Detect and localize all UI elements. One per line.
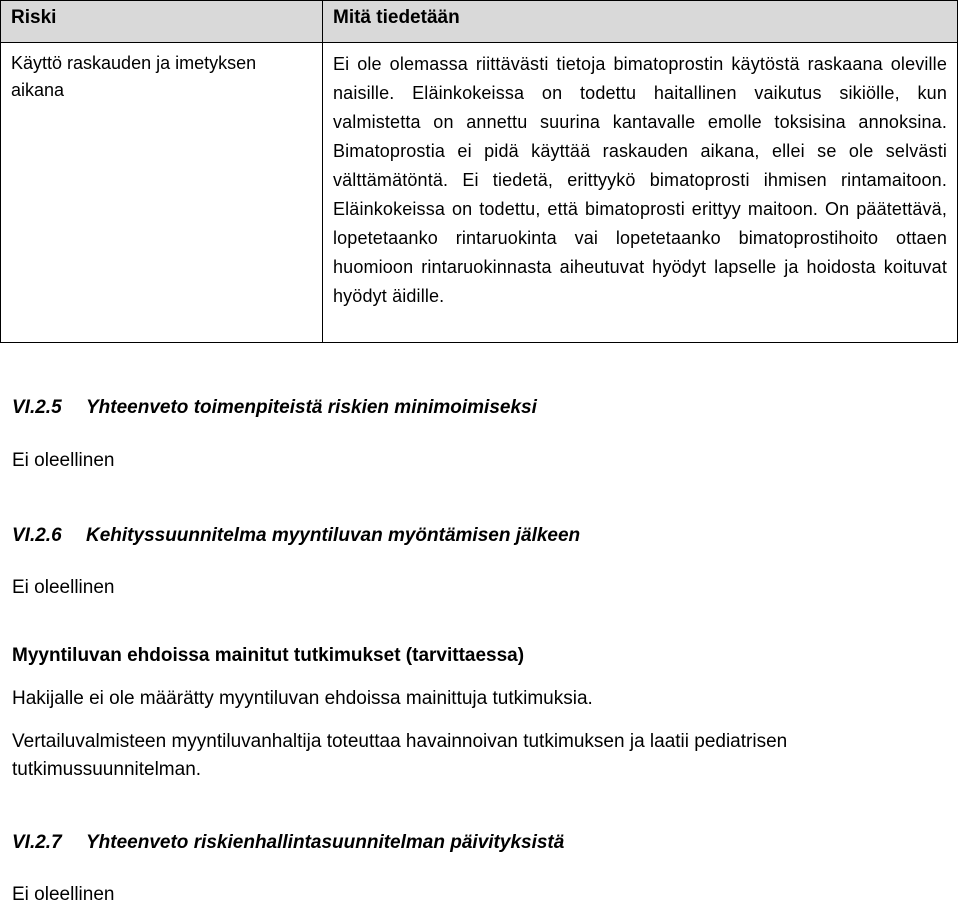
studies-paragraph-2-line-1: Vertailuvalmisteen myyntiluvanhaltija toteuttaa havainnoivan tutkimuksen ja laatii pediatrisen [12, 731, 788, 752]
column-header-risk: Riski [1, 1, 323, 43]
risk-table [0, 0, 958, 343]
table-header-row [1, 1, 958, 43]
section-title: Yhteenveto riskienhallintasuunnitelman päivityksistä [86, 832, 565, 853]
section-title: Yhteenveto toimenpiteistä riskien minimoimiseksi [86, 397, 537, 418]
studies-paragraph-2-line-2: tutkimussuunnitelman. [12, 759, 202, 780]
section-body-vi-2-7: Ei oleellinen [12, 884, 115, 905]
section-heading-vi-2-7 [12, 832, 564, 854]
section-number: VI.2.7 [12, 832, 62, 853]
table-row [1, 43, 958, 343]
section-title: Kehityssuunnitelma myyntiluvan myöntämisen jälkeen [86, 525, 581, 546]
section-number: VI.2.5 [12, 397, 62, 418]
section-number: VI.2.6 [12, 525, 62, 546]
section-body-vi-2-5: Ei oleellinen [12, 450, 115, 471]
section-body-vi-2-6: Ei oleellinen [12, 577, 115, 598]
risk-cell: Käyttö raskauden ja imetyksen aikana [1, 43, 323, 343]
column-header-known: Mitä tiedetään [323, 1, 958, 43]
studies-heading: Myyntiluvan ehdoissa mainitut tutkimukset (tarvittaessa) [12, 645, 525, 666]
known-cell: Ei ole olemassa riittävästi tietoja bimatoprostin käytöstä raskaana oleville naisille. Eläinkokeissa on todettu haitallinen vaikutus sikiölle, kun valmistetta on annettu suurina kantavalle emolle toksisina annoksina. Bimatoprostia ei pidä käyttää raskauden aikana, ellei se ole selvästi välttämätöntä. Ei tiedetä, erittyykö bimatoprosti ihmisen rintamaitoon. Eläinkokeissa on todettu, että bimatoprosti erittyy maitoon. On päätettävä, lopetetaanko rintaruokinta vai lopetetaanko bimatoprostihoito ottaen huomioon rintaruokinnasta aiheutuvat hyödyt lapselle ja hoidosta koituvat hyödyt äidille. [323, 43, 958, 343]
section-heading-vi-2-6 [12, 525, 580, 547]
section-heading-vi-2-5 [12, 397, 537, 419]
studies-paragraph-1: Hakijalle ei ole määrätty myyntiluvan ehdoissa mainittuja tutkimuksia. [12, 688, 593, 709]
